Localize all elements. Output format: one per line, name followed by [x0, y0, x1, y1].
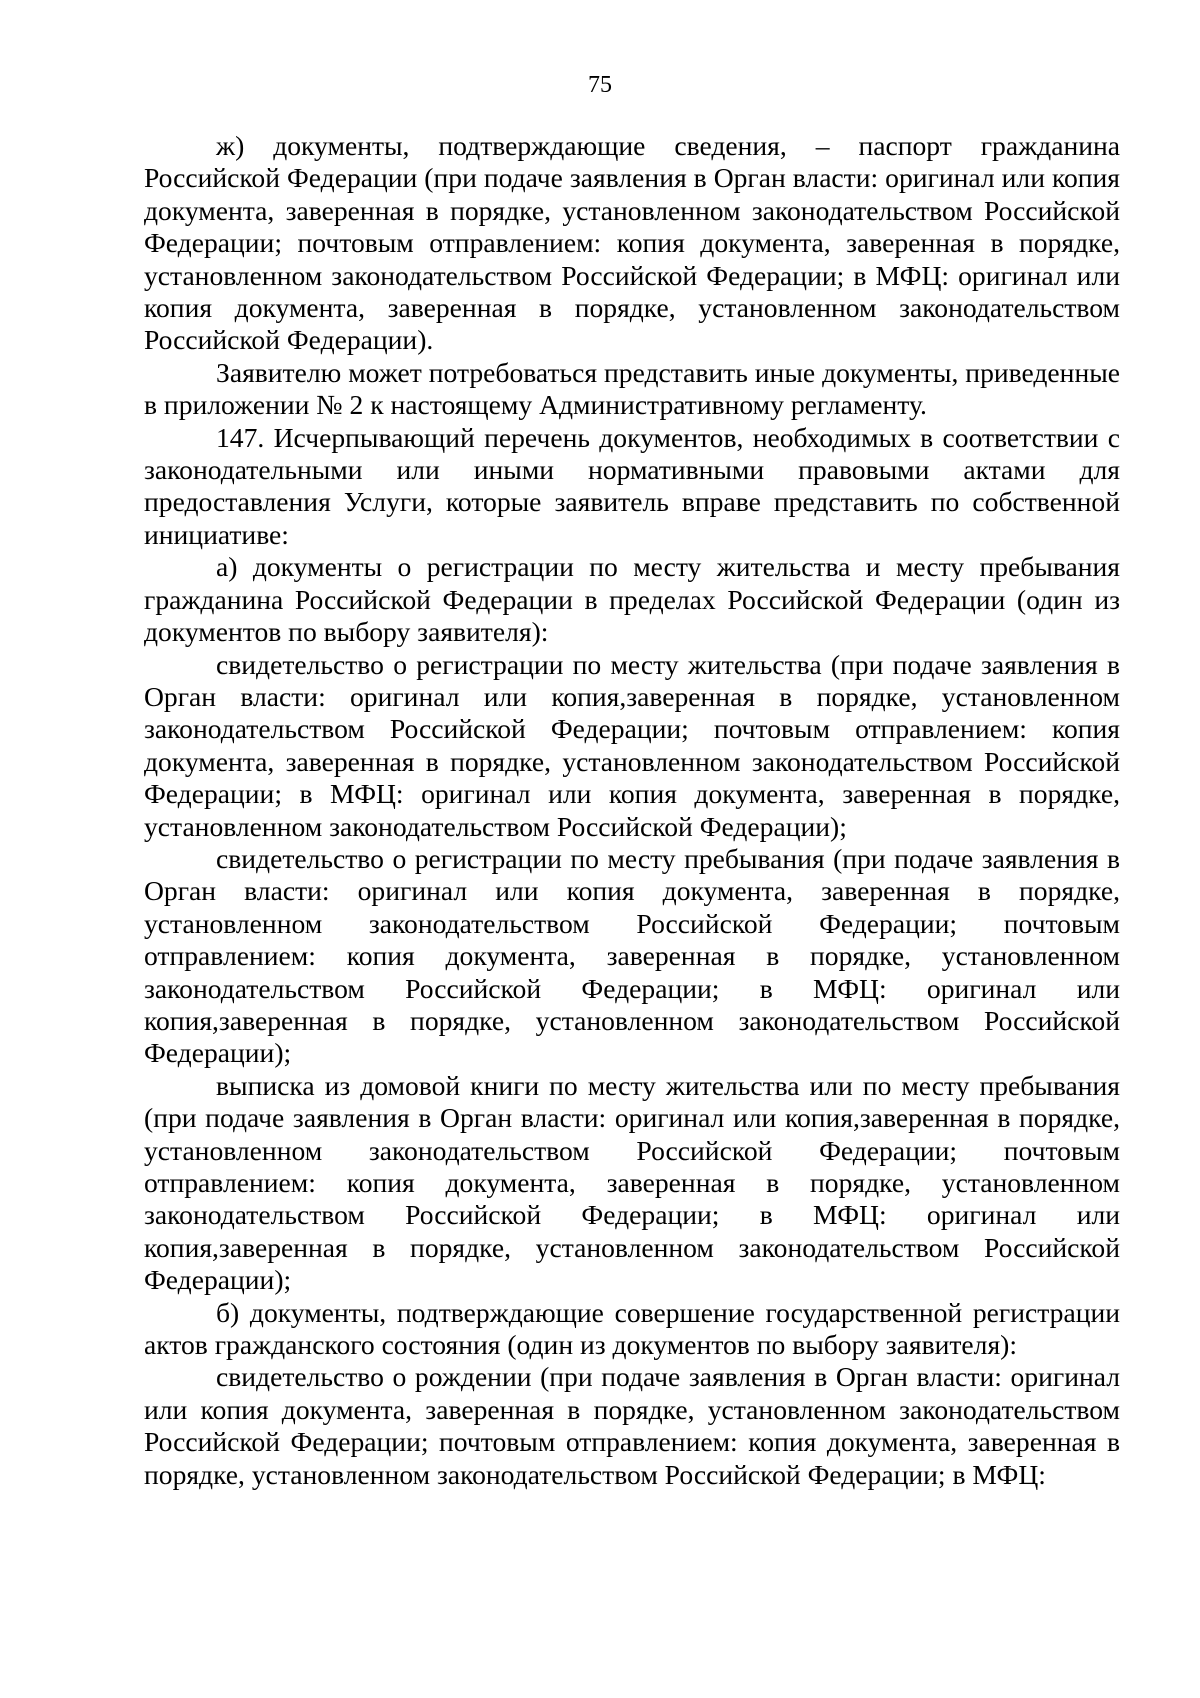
document-body [144, 130, 1120, 1491]
paragraph-residence-registration-certificate: свидетельство о регистрации по месту жительства (при подаче заявления в Орган власти: оригинал или копия,заверенная в порядке, установленном законодательством Российской Федерации; почтовым отправлением: копия документа, заверенная в порядке, установленном законодательством Российской Федерации; в МФЦ: оригинал или копия документа, заверенная в порядке, установленном законодательством Российской Федерации); [144, 648, 1120, 842]
paragraph-zh-passport: ж) документы, подтверждающие сведения, – паспорт гражданина Российской Федерации (при подаче заявления в Орган власти: оригинал или копия документа, заверенная в порядке, установленном законодательством Российской Федерации; почтовым отправлением: копия документа, заверенная в порядке, установленном законодательством Российской Федерации; в МФЦ: оригинал или копия документа, заверенная в порядке, установленном законодательством Российской Федерации). [144, 130, 1120, 356]
paragraph-a-registration-documents: а) документы о регистрации по месту жительства и месту пребывания гражданина Российской Федерации в пределах Российской Федерации (один из документов по выбору заявителя): [144, 551, 1120, 648]
paragraph-house-book-extract: выписка из домовой книги по месту жительства или по месту пребывания (при подаче заявления в Орган власти: оригинал или копия,заверенная в порядке, установленном законодательством Российской Федерации; почтовым отправлением: копия документа, заверенная в порядке, установленном законодательством Российской Федерации; в МФЦ: оригинал или копия,заверенная в порядке, установленном законодательством Российской Федерации); [144, 1069, 1120, 1296]
page-number: 75 [588, 72, 612, 98]
paragraph-b-civil-status-documents: б) документы, подтверждающие совершение государственной регистрации актов гражданского состояния (один из документов по выбору заявителя): [144, 1296, 1120, 1361]
paragraph-stay-registration-certificate: свидетельство о регистрации по месту пребывания (при подаче заявления в Орган власти: оригинал или копия документа, заверенная в порядке, установленном законодательством Российской Федерации; почтовым отправлением: копия документа, заверенная в порядке, установленном законодательством Российской Федерации; в МФЦ: оригинал или копия,заверенная в порядке, установленном законодательством Российской Федерации); [144, 842, 1120, 1069]
paragraph-147-exhaustive-list: 147. Исчерпывающий перечень документов, необходимых в соответствии с законодательными или иными нормативными правовыми актами для предоставления Услуги, которые заявитель вправе представить по собственной инициативе: [144, 421, 1120, 550]
paragraph-other-documents-note: Заявителю может потребоваться представить иные документы, приведенные в приложении № 2 к настоящему Административному регламенту. [144, 356, 1120, 421]
paragraph-birth-certificate: свидетельство о рождении (при подаче заявления в Орган власти: оригинал или копия документа, заверенная в порядке, установленном законодательством Российской Федерации; почтовым отправлением: копия документа, заверенная в порядке, установленном законодательством Российской Федерации; в МФЦ: [144, 1361, 1120, 1490]
